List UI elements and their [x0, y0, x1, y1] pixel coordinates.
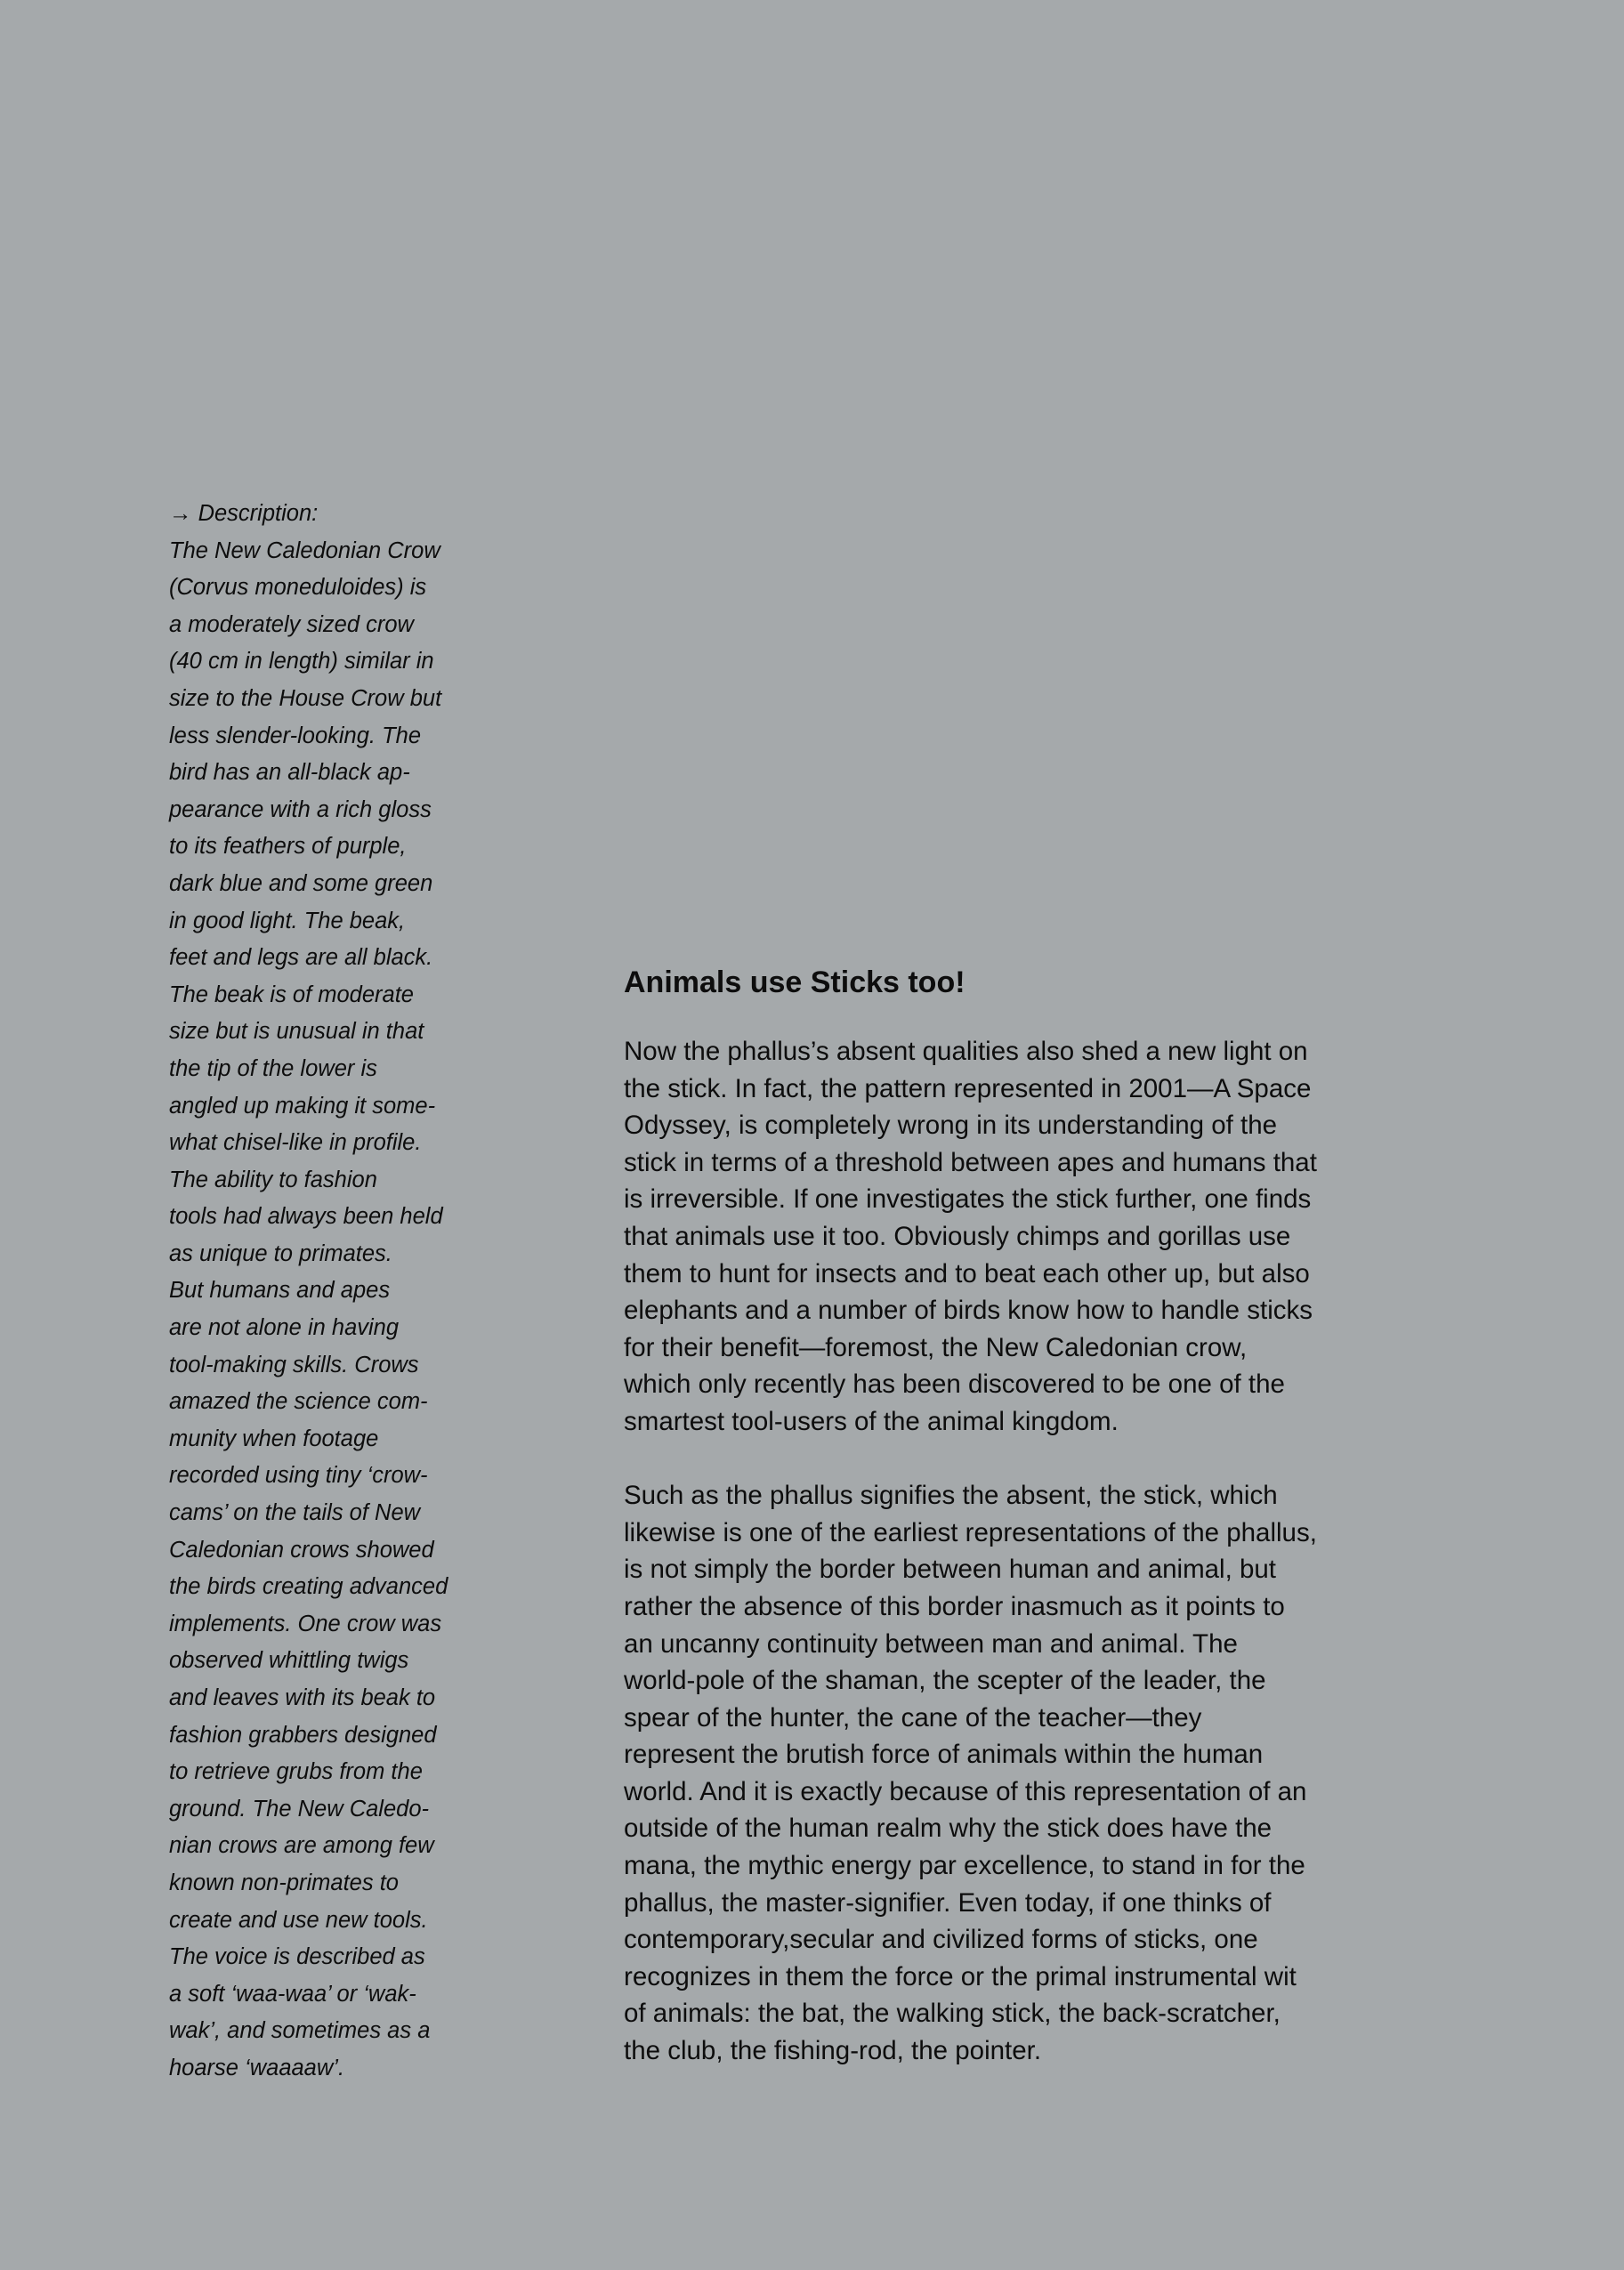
article-paragraph	[624, 1477, 1336, 2070]
paragraph-line: stick in terms of a threshold between apes and humans that	[624, 1147, 1317, 1177]
paragraph-line: Such as the phallus signifies the absent, the stick, which	[624, 1481, 1278, 1511]
description-line: less slender-looking. The	[169, 723, 422, 748]
description-line: feet and legs are all black.	[169, 945, 433, 971]
description-line: the tip of the lower is	[169, 1055, 377, 1081]
paragraph-line: world. And it is exactly because of this representation of an	[624, 1776, 1307, 1806]
description-line: angled up making it some-	[169, 1093, 436, 1119]
description-line: size to the House Crow but	[169, 685, 442, 711]
article-paragraph	[624, 1033, 1336, 1441]
description-line: ground. The New Caledo-	[169, 1796, 429, 1822]
description-line: amazed the science com-	[169, 1389, 428, 1415]
paragraph-line: Odyssey, is completely wrong in its understanding of the	[624, 1111, 1278, 1141]
paragraph-line: elephants and a number of birds know how to handle sticks	[624, 1296, 1313, 1326]
description-line: The voice is described as	[169, 1944, 425, 1970]
paragraph-line: them to hunt for insects and to beat each other up, but also	[624, 1258, 1310, 1288]
paragraph-line: rather the absence of this border inasmuch as it points to	[624, 1591, 1285, 1621]
description-line: and leaves with its beak to	[169, 1685, 436, 1710]
description-line: (40 cm in length) similar in	[169, 649, 434, 675]
description-line: as unique to primates.	[169, 1240, 392, 1266]
paragraph-line: for their benefit—foremost, the New Caledonian crow,	[624, 1332, 1248, 1362]
description-line: nian crows are among few	[169, 1833, 434, 1859]
description-line: in good light. The beak,	[169, 908, 406, 933]
article-main	[624, 960, 1336, 2070]
paragraph-line: is irreversible. If one investigates the stick further, one finds	[624, 1184, 1312, 1215]
paragraph-line: world-pole of the shaman, the scepter of the leader, the	[624, 1666, 1266, 1696]
paragraph-line: contemporary,secular and civilized forms of sticks, one	[624, 1925, 1258, 1955]
description-line: observed whittling twigs	[169, 1648, 409, 1674]
paragraph-line: outside of the human realm why the stick does have the	[624, 1814, 1273, 1844]
description-line: munity when footage	[169, 1426, 379, 1451]
description-line: Caledonian crows showed	[169, 1537, 434, 1563]
description-line: tools had always been held	[169, 1204, 443, 1230]
description-line: The ability to fashion	[169, 1167, 377, 1192]
description-line: known non-primates to	[169, 1870, 399, 1895]
paragraph-line: likewise is one of the earliest representations of the phallus,	[624, 1517, 1317, 1547]
paragraph-line: smartest tool-users of the animal kingdom.	[624, 1406, 1119, 1436]
description-line: what chisel-like in profile.	[169, 1130, 422, 1156]
paragraph-line: the club, the fishing-rod, the pointer.	[624, 2036, 1042, 2066]
paragraph-line: an uncanny continuity between man and animal. The	[624, 1628, 1238, 1659]
description-line: to retrieve grubs from the	[169, 1759, 423, 1785]
article-heading: Animals use Sticks too!	[624, 965, 966, 999]
description-line: the birds creating advanced	[169, 1574, 448, 1600]
paragraph-line: represent the brutish force of animals within the human	[624, 1740, 1264, 1770]
description-line: recorded using tiny ‘crow-	[169, 1463, 428, 1489]
description-line: create and use new tools.	[169, 1907, 428, 1933]
paragraph-line: of animals: the bat, the walking stick, the back-scratcher,	[624, 1999, 1281, 2029]
paragraph-line: spear of the hunter, the cane of the teacher—they	[624, 1702, 1202, 1733]
description-line: hoarse ‘waaaaw’.	[169, 2055, 345, 2080]
description-line: cams’ on the tails of New	[169, 1500, 421, 1526]
description-sidebar	[169, 496, 463, 2088]
description-line: a moderately sized crow	[169, 611, 414, 637]
paragraph-line: recognizes in them the force or the primal instrumental wit	[624, 1961, 1297, 1991]
description-line: tool-making skills. Crows	[169, 1352, 419, 1377]
description-line: fashion grabbers designed	[169, 1722, 437, 1748]
description-line: The New Caledonian Crow	[169, 537, 440, 563]
description-line: a soft ‘waa-waa’ or ‘wak-	[169, 1981, 416, 2007]
description-line: The beak is of moderate	[169, 982, 414, 1007]
description-line: dark blue and some green	[169, 870, 433, 896]
description-line: (Corvus moneduloides) is	[169, 575, 427, 601]
description-line: bird has an all-black ap-	[169, 760, 410, 786]
paragraph-line: the stick. In fact, the pattern represented in 2001—A Space	[624, 1073, 1312, 1103]
paragraph-line: Now the phallus’s absent qualities also shed a new light on	[624, 1037, 1308, 1066]
description-line: pearance with a rich gloss	[169, 796, 432, 822]
paragraph-line: which only recently has been discovered to be one of the	[624, 1369, 1285, 1400]
paragraph-line: phallus, the master-signifier. Even today, if one thinks of	[624, 1887, 1272, 1918]
paragraph-line: is not simply the border between human and animal, but	[624, 1555, 1277, 1585]
description-line: wak’, and sometimes as a	[169, 2018, 431, 2044]
description-line: → Description:	[169, 501, 319, 526]
description-line: size but is unusual in that	[169, 1019, 424, 1045]
description-line: are not alone in having	[169, 1315, 400, 1341]
paragraph-line: that animals use it too. Obviously chimps and gorillas use	[624, 1221, 1291, 1251]
description-line: to its feathers of purple,	[169, 834, 407, 860]
description-line: implements. One crow was	[169, 1611, 442, 1636]
paragraph-line: mana, the mythic energy par excellence, to stand in for the	[624, 1851, 1305, 1881]
description-line: But humans and apes	[169, 1278, 391, 1304]
